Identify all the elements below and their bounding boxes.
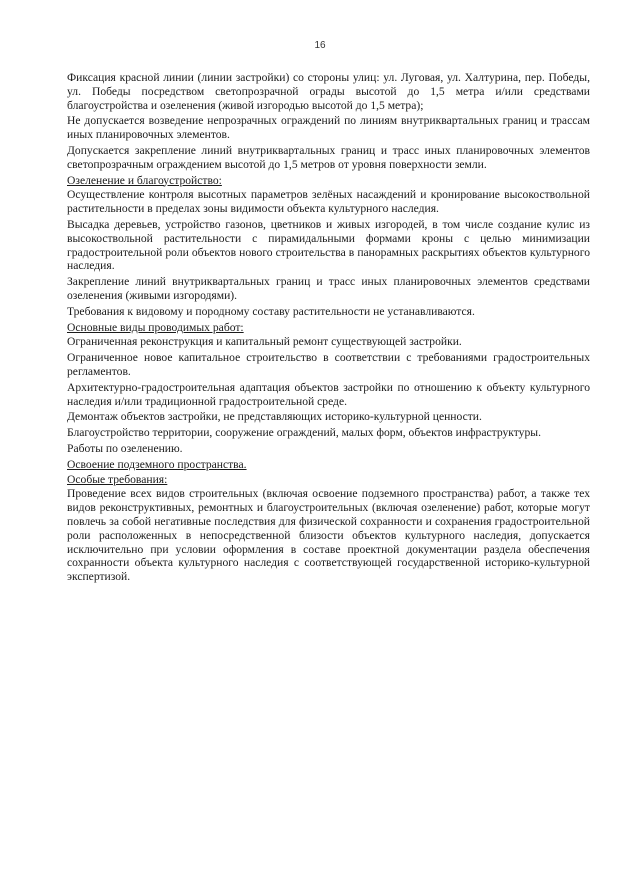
section-heading: Основные виды проводимых работ: bbox=[67, 320, 244, 334]
section-heading: Особые требования: bbox=[67, 472, 168, 486]
paragraph: Осуществление контроля высотных параметров зелёных насаждений и кронирование высокоствольной растительности в пределах зоны видимости объекта культурного наследия. bbox=[67, 188, 590, 216]
paragraph: Ограниченная реконструкция и капитальный ремонт существующей застройки. bbox=[67, 335, 462, 349]
paragraph: Требования к видовому и породному составу растительности не устанавливаются. bbox=[67, 304, 475, 318]
paragraph: Благоустройство территории, сооружение ограждений, малых форм, объектов инфраструктуры. bbox=[67, 426, 541, 440]
paragraph: Допускается закрепление линий внутриквартальных границ и трасс иных планировочных элементов светопрозрачным ограждением высотой до 1,5 метров от уровня поверхности земли. bbox=[67, 143, 590, 171]
page-number: 16 bbox=[314, 40, 326, 51]
paragraph: Закрепление линий внутриквартальных границ и трасс иных планировочных элементов средствами озеленения (живыми изгородями). bbox=[67, 275, 590, 302]
document-body bbox=[67, 71, 590, 586]
paragraph: Фиксация красной линии (линии застройки) со стороны улиц: ул. Луговая, ул. Халтурина, пер. Победы, ул. Победы посредством светопрозрачной ограды высотой до 1,5 метра и/или средствами благоустройства и озеленения (живой изгородью высотой до 1,5 метра); bbox=[67, 71, 590, 112]
section-heading: Озеленение и благоустройство: bbox=[67, 173, 222, 187]
paragraph: Работы по озеленению. bbox=[67, 441, 183, 455]
paragraph: Не допускается возведение непрозрачных ограждений по линиям внутриквартальных границ и трассам иных планировочных элементов. bbox=[67, 114, 590, 142]
paragraph: Проведение всех видов строительных (включая освоение подземного пространства) работ, а также тех видов реконструктивных, ремонтных и благоустроительных (включая озеленение) работ, которые могут повлечь за собой негативные последствия для физической сохранности и сохранения градостроительной роли расположенных в непосредственной близости объектов культурного наследия, допускается исключительно при условии оформления в составе проектной документации раздела обеспечения сохранности объекта культурного наследия с соответствующей государственной историко-культурной экспертизой. bbox=[67, 487, 590, 584]
paragraph: Высадка деревьев, устройство газонов, цветников и живых изгородей, в том числе создание кулис из высокоствольной растительности с пирамидальными формами кроны с целью минимизации градостроительной роли объектов нового строительства в панорамных раскрытиях объектов культурного наследия. bbox=[67, 217, 590, 273]
section-heading: Освоение подземного пространства. bbox=[67, 457, 247, 471]
paragraph: Архитектурно-градостроительная адаптация объектов застройки по отношению к объекту культурного наследия и/или традиционной градостроительной среде. bbox=[67, 380, 590, 408]
paragraph: Ограниченное новое капитальное строительство в соответствии с требованиями градостроительных регламентов. bbox=[67, 351, 590, 378]
paragraph: Демонтаж объектов застройки, не представляющих историко-культурной ценности. bbox=[67, 410, 482, 424]
